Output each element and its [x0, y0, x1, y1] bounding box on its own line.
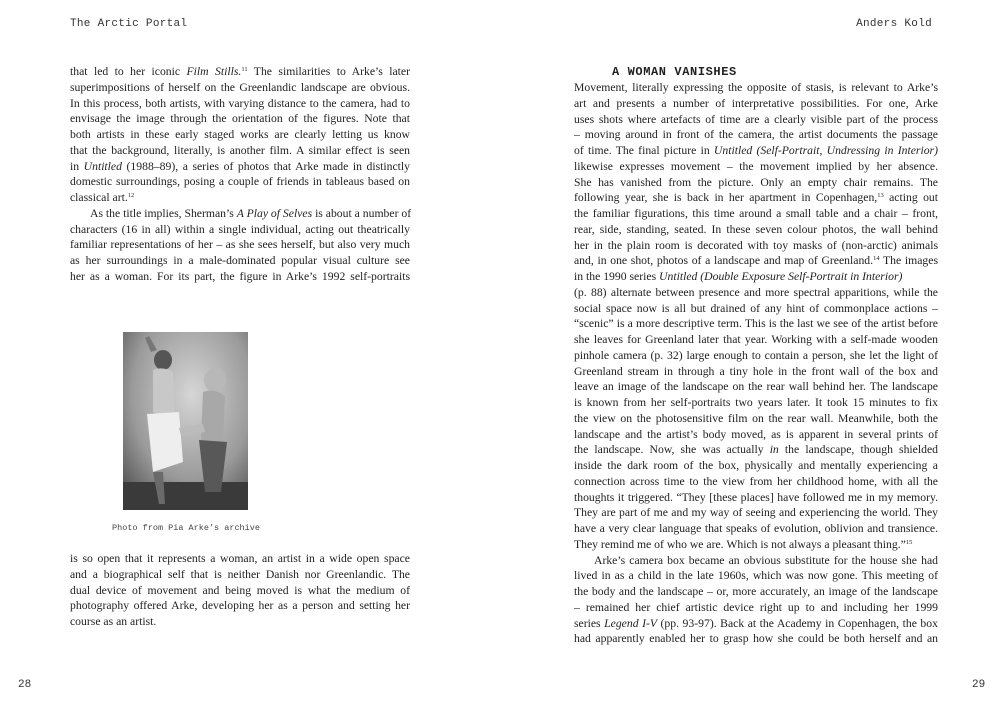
text-line — [574, 364, 938, 380]
text-run: envisage the image through the orientation of the figures. Note that — [70, 112, 410, 126]
text-run: lived in as a child in the late 1960s, which was now gone. This meeting of — [574, 569, 938, 583]
text-line — [574, 411, 938, 427]
photo-caption: Photo from Pia Arke’s archive — [112, 523, 260, 533]
text-line — [70, 206, 410, 222]
text-line — [70, 111, 410, 127]
text-line — [574, 159, 938, 175]
left-column-bottom — [70, 551, 410, 630]
text-run: that led to her iconic — [70, 65, 187, 78]
text-run: thoughts it triggered. “They [these places] have followed me in my memory. — [574, 490, 938, 504]
text-line — [574, 537, 938, 553]
text-run: she leaves for Greenland later that year. Working with a self-made wooden — [574, 333, 938, 346]
text-run: – remained her chief artistic device right up to and including her 1999 — [574, 600, 938, 614]
text-run: Greenland stream in through a tiny hole in the front wall of the box and — [574, 364, 938, 378]
italic-title: in — [769, 443, 779, 457]
text-run: of time. The final picture in — [574, 144, 714, 157]
italic-title: A Play of Selves — [236, 206, 313, 220]
text-run: is about a number of — [312, 206, 412, 220]
text-run: both artists in these early staged works are clearly letting us know — [70, 128, 410, 141]
italic-title: Untitled — [83, 159, 122, 173]
text-line — [70, 190, 410, 206]
text-run: – moving around in front of the camera, the artist documents the passage — [574, 128, 938, 142]
text-line — [574, 521, 938, 537]
text-run: uses shots where artefacts of time are a clearly visible part of the process — [574, 112, 938, 126]
right-column — [574, 80, 938, 647]
text-line — [70, 614, 410, 630]
text-line — [574, 332, 938, 348]
text-line — [574, 395, 938, 411]
text-run: as her surroundings in a male-dominated popular visual culture see — [70, 254, 410, 267]
archive-photo — [123, 332, 248, 510]
text-run: acting out — [883, 191, 939, 205]
text-line — [70, 567, 410, 583]
text-line — [574, 490, 938, 506]
text-line — [574, 112, 938, 128]
text-run: social space now is all but drained of any hint of commonplace actions – — [574, 301, 938, 315]
text-line — [70, 253, 410, 269]
text-line — [574, 238, 938, 254]
text-run: the familiar figurations, this time around a small table and a chair – front, — [574, 207, 938, 220]
text-line — [574, 316, 938, 332]
text-run: domestic surroundings, posing a couple of friends in tableaus based on — [70, 175, 410, 189]
text-line — [70, 159, 410, 175]
text-run: leave an image of the landscape on the rear wall behind her. The landscape — [574, 380, 938, 394]
text-run: classical art. — [70, 191, 128, 204]
text-run: “scenic” is a more descriptive term. This is the last we see of the artist before — [574, 317, 938, 331]
page-number-left: 28 — [18, 679, 32, 691]
text-run: The images — [879, 254, 938, 268]
text-run: Movement, literally expressing the opposite of stasis, is relevant to Arke’s — [574, 81, 938, 94]
text-run: dual device of movement and being moved is what the medium of — [70, 583, 410, 597]
text-run: following year, she is back in her apartment in Copenhagen, — [574, 191, 878, 205]
text-run: landscape and the artist’s body moved, as is apparent in several prints of — [574, 427, 938, 441]
text-line — [574, 458, 938, 474]
text-run: series — [574, 616, 605, 630]
text-line — [574, 379, 938, 395]
text-run: had apparently enabled her to grasp how she could be both herself and an — [574, 632, 938, 646]
text-run: The similarities to Arke’s later — [247, 65, 410, 78]
text-line — [574, 96, 938, 112]
italic-title: Untitled (Self-Portrait, Undressing in Interior) — [713, 144, 938, 157]
text-line — [574, 348, 938, 364]
text-line — [574, 301, 938, 317]
text-line — [70, 174, 410, 190]
footnote-ref: 12 — [127, 192, 135, 199]
text-line — [70, 127, 410, 143]
text-line — [70, 143, 410, 159]
italic-title: Legend I-V — [604, 616, 657, 630]
text-line — [574, 568, 938, 584]
running-head-title: The Arctic Portal — [70, 18, 188, 30]
footnote-ref: 13 — [877, 192, 884, 200]
text-run: and a biographical self that is neither Danish nor Greenlandic. The — [70, 567, 410, 581]
text-run: pinhole camera (p. 32) large enough to contain a person, she let the light of — [574, 348, 938, 362]
text-line — [574, 80, 938, 96]
text-run: that the background, literally, is another film. A similar effect is seen — [70, 143, 410, 157]
section-heading: A WOMAN VANISHES — [612, 65, 737, 79]
text-line — [574, 474, 938, 490]
text-run: (pp. 93-97). Back at the Academy in Copenhagen, the box — [657, 616, 938, 630]
text-run: course as an artist. — [70, 615, 157, 628]
text-line — [574, 269, 938, 285]
text-line — [70, 222, 410, 238]
text-run: likewise expresses movement – the movement implied by her absence. — [574, 159, 938, 173]
text-line — [70, 269, 410, 285]
text-run: have a very clear language that speaks of evolution, oblivion and transience. — [574, 522, 938, 535]
text-run: connection across time to the view from her childhood home, with all the — [574, 474, 938, 488]
text-run: Arke’s camera box became an obvious substitute for the house she had — [594, 553, 938, 567]
text-line — [574, 427, 938, 443]
text-line — [574, 143, 938, 159]
text-line — [574, 127, 938, 143]
text-line — [574, 442, 938, 458]
text-line — [574, 505, 938, 521]
text-run: superimpositions of herself on the Greenlandic landscape are obvious. — [70, 80, 410, 94]
text-run: art and presents a number of interpretative possibilities. For one, Arke — [574, 96, 938, 110]
text-line — [574, 175, 938, 191]
text-run: As the title implies, Sherman’s — [90, 206, 237, 220]
text-line — [574, 553, 938, 569]
running-head-author: Anders Kold — [856, 18, 932, 30]
text-run: characters (16 in all) within a single individual, acting out theatrically — [70, 222, 410, 236]
text-run: the landscape, though shielded — [778, 443, 938, 457]
text-run: in the 1990 series — [574, 270, 660, 283]
text-run: She has vanished from the picture. Only an empty chair remains. The — [574, 175, 938, 189]
italic-title: Untitled (Double Exposure Self-Portrait in Interior) — [659, 270, 903, 283]
text-line — [70, 237, 410, 253]
text-line — [574, 616, 938, 632]
text-line — [574, 253, 938, 269]
text-run: her in the plain room is decorated with toy masks of (non-arctic) animals — [574, 238, 938, 252]
page-number-right: 29 — [972, 679, 986, 691]
text-line — [574, 600, 938, 616]
text-line — [574, 584, 938, 600]
text-run: in — [70, 159, 84, 173]
text-run: the body and the landscape – or, more accurately, an image of the landscape — [574, 585, 938, 598]
text-line — [574, 206, 938, 222]
text-run: her as a woman. For its part, the figure in Arke’s 1992 self-portraits — [70, 269, 410, 283]
text-run: (1988–89), a series of photos that Arke made in distinctly — [121, 159, 411, 173]
text-run: the view on the photosensitive film on the rear wall. Meanwhile, both the — [574, 411, 938, 425]
text-line — [70, 551, 410, 567]
text-run: In this process, both artists, with varying distance to the camera, had to — [70, 96, 410, 110]
footnote-ref: 15 — [905, 538, 913, 546]
text-line — [70, 80, 410, 96]
footnote-ref: 11 — [241, 66, 248, 73]
text-line — [70, 64, 410, 80]
text-line — [70, 583, 410, 599]
text-run: is so open that it represents a woman, an artist in a wide open space — [70, 552, 410, 565]
text-line — [574, 222, 938, 238]
italic-title: Film Stills. — [186, 65, 242, 78]
text-run: They are part of me and my way of seeing and experiencing the world. They — [574, 506, 938, 520]
text-run: photography offered Arke, developing her as a person and setting her — [70, 599, 410, 613]
text-run: the landscape. Now, she was actually — [574, 443, 770, 457]
text-run: inside the dark room of the box, physically and mentally experiencing a — [574, 459, 938, 472]
footnote-ref: 14 — [873, 255, 880, 263]
text-line — [70, 598, 410, 614]
text-line — [70, 96, 410, 112]
text-run: (p. 88) alternate between presence and more spectral apparitions, while the — [574, 285, 938, 299]
text-run: rear, side, standing, seated. In these seven colour photos, the wall behind — [574, 222, 938, 236]
text-run: is known from her self-portraits two years later. It took 15 minutes to fix — [574, 396, 938, 409]
left-column-top — [70, 64, 410, 285]
text-run: They remind me of who we are. Which is not always a pleasant thing.” — [574, 537, 906, 551]
text-line — [574, 190, 938, 206]
text-run: familiar representations of her – as she sees herself, but also very much — [70, 238, 410, 252]
text-line — [574, 631, 938, 647]
text-run: and, in one shot, photos of a landscape and map of Greenland. — [574, 254, 874, 268]
text-line — [574, 285, 938, 301]
